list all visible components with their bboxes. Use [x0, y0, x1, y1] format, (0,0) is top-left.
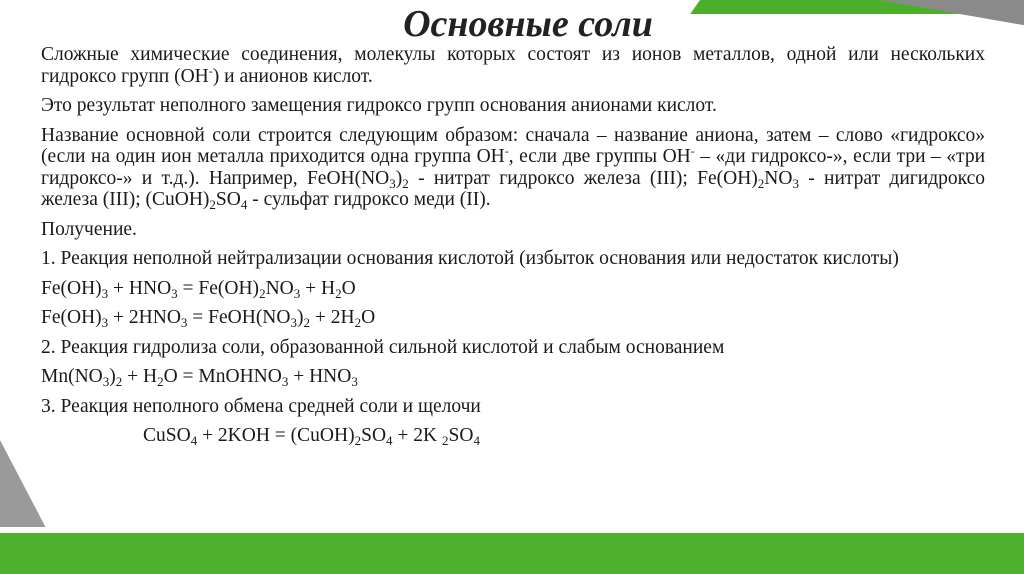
- obtaining-heading: Получение.: [41, 218, 137, 240]
- equation-2: $Fe(OH)_3 + 2HNO_3$ = $FeOH(NO_3)_2 + 2H_2O$: [41, 307, 376, 330]
- reaction-3-description: 3. Реакция неполного обмена средней соли и щелочи: [41, 395, 481, 417]
- naming-paragraph: Название основной соли строится следующим образом: сначала – название аниона, затем – слово «гидроксо» (если на один ион металла приходится одна группа OH-, если две группы OH- – «ди гидроксо-», если три – «три гидроксо-» и т.д.). Например, $FeOH(NO_3)_2$ - нитрат гидроксо железа (III); $Fe(OH)_2NO_3$ - нитрат дигидроксо железа (III); $(CuOH)_2SO_4$ - сульфат гидроксо меди (II).: [41, 124, 986, 212]
- slide-title: Основные соли: [403, 3, 653, 45]
- equation-3: $Mn(NO_3)_2 + H_2O$ = MnOHNO$_3$ + $HNO_3$: [41, 366, 358, 389]
- definition-paragraph: Сложные химические соединения, молекулы которых состоят из ионов металлов, одной или нескольких гидроксо групп (OH-) и анионов кислот.: [41, 44, 985, 87]
- decor-green-band-bottom: [0, 530, 1024, 574]
- equation-4: CuSO$_4$ + $2KOH = (CuOH)_2SO_4 + 2K$ $_2SO_4$: [143, 425, 480, 448]
- decor-white-strip: [0, 527, 1024, 533]
- result-paragraph: Это результат неполного замещения гидроксо групп основания анионами кислот.: [41, 95, 717, 116]
- reaction-1-description: 1. Реакция неполной нейтрализации основания кислотой (избыток основания или недостаток кислоты): [41, 248, 899, 269]
- reaction-2-description: 2. Реакция гидролиза соли, образованной сильной кислотой и слабым основанием: [41, 336, 725, 358]
- equation-1: $Fe(OH)_3 + HNO_3 = Fe(OH)_2NO_3 + H_2O$: [41, 277, 356, 301]
- slide-content: [41, 0, 985, 447]
